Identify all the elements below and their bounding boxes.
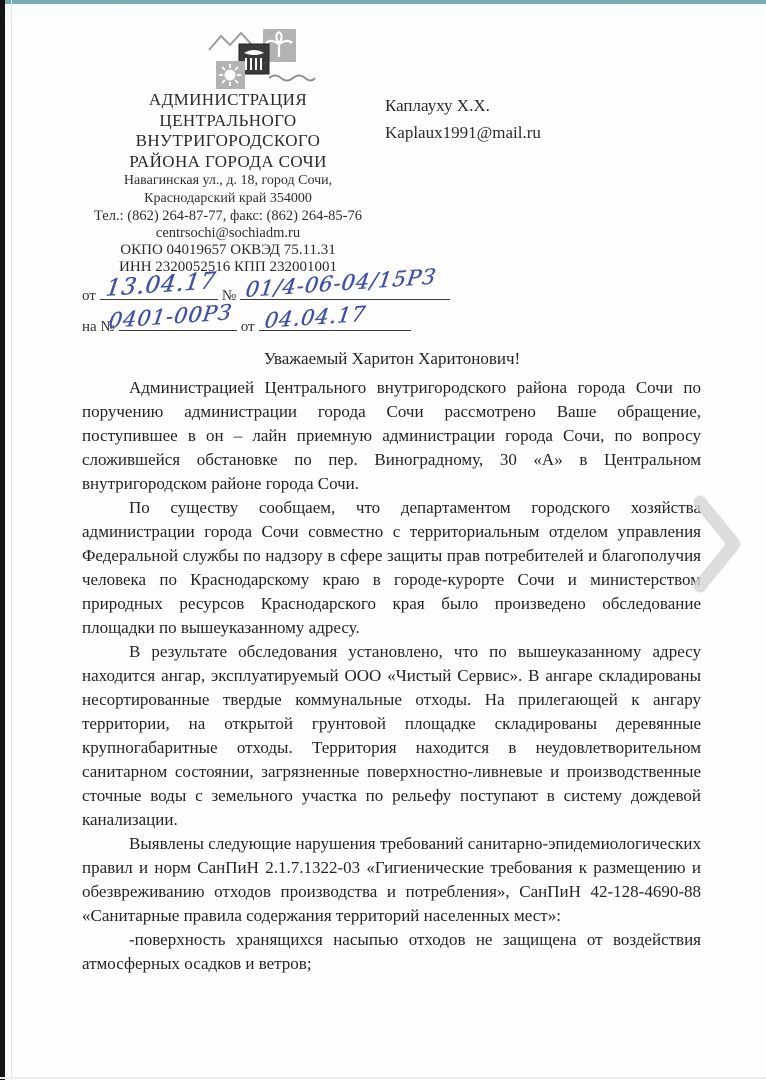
wave-icon — [269, 76, 315, 81]
paragraph: В результате обследования установлено, что по вышеуказанному адресу находится ангар, эксплуатируемый ООО «Чистый Сервис». В ангаре складированы несортированные твердые коммунальные отходы. На прилегающей к ангару территории, на открытой грунтовой площадке складированы деревянные крупногабаритные отходы. Территория находится в неудовлетворительном санитарном состоянии, загрязненные поверхностно-ливневые и производственные сточные воды с земельного участка по рельефу поступают в систему дождевой канализации. — [82, 642, 701, 829]
org-inn-kpp: ИНН 2320052516 КПП 232001001 — [119, 259, 337, 275]
paragraph: По существу сообщаем, что департаментом городского хозяйства администрации города Сочи совместно с территориальным отделом управления Федеральной службы по надзору в сфере защиты прав потребителей и благополучия человека по Краснодарскому краю в городе-курорте Сочи и министерством природных ресурсов Краснодарского края было произведено обследование площадки по вышеуказанному адресу. — [82, 498, 701, 637]
handwritten-incoming-number: 0401-00РЗ — [106, 300, 234, 333]
na-no-label: на № — [82, 319, 115, 335]
paragraph: Выявлены следующие нарушения требований санитарно-эпидемиологических правил и норм СанПиН 2.1.7.1322-03 «Гигиенические требования к размещению и обезвреживанию отходов производства и потребления», СанПиН 42-128-4690-88 «Санитарные правила содержания территорий населенных мест»: — [82, 834, 701, 925]
letterhead — [28, 90, 428, 276]
ot-label: от — [82, 288, 96, 304]
recipient-block — [385, 92, 541, 146]
org-okpo-okved: ОКПО 04019657 ОКВЭД 75.11.31 — [120, 242, 336, 258]
outgoing-number-line — [240, 264, 450, 302]
next-page-chevron-icon[interactable] — [690, 494, 746, 594]
handwritten-date: 13.04.17 — [103, 267, 218, 302]
org-address-line: Краснодарский край 354000 — [144, 190, 312, 206]
emblem-graphic — [203, 26, 321, 94]
org-address-line: Навагинская ул., д. 18, город Сочи, — [123, 173, 333, 188]
top-accent-fade — [0, 4, 766, 22]
org-name-line: ВНУТРИГОРОДСКОГО — [135, 131, 321, 150]
photo-edge-line — [11, 0, 12, 1080]
org-email: centrsochi@sochiadm.ru — [155, 225, 301, 241]
org-name-line: АДМИНИСТРАЦИЯ — [148, 90, 308, 109]
recipient-name: Каплауху Х.Х. — [385, 96, 490, 115]
bottom-edge-line — [0, 1077, 766, 1079]
no-label: № — [221, 288, 237, 304]
salutation: Уважаемый Харитон Харитонович! — [263, 349, 521, 368]
org-phone-fax: Тел.: (862) 264-87-77, факс: (862) 264-85-76 — [94, 208, 362, 224]
letter-body — [82, 376, 701, 976]
incoming-date-line — [259, 301, 411, 333]
left-edge-strip — [0, 0, 5, 1080]
incoming-number-line — [106, 300, 237, 333]
reference-row-incoming — [82, 300, 415, 336]
org-name-line: РАЙОНА ГОРОДА СОЧИ — [129, 151, 327, 171]
recipient-email: Kaplaux1991@mail.ru — [385, 123, 541, 142]
paragraph: -поверхность хранящихся насыпью отходов не защищена от воздействия атмосферных осадков и ветров; — [82, 930, 701, 973]
org-name-line: ЦЕНТРАЛЬНОГО — [159, 110, 297, 130]
paragraph: Администрацией Центрального внутригородского района города Сочи по поручению администрации города Сочи рассмотрено Ваше обращение, поступившее в он – лайн приемную администрации города Сочи, по вопросу сложившейся обстановке по пер. Виноградному, 30 «А» в Центральном внутригородском районе города Сочи. — [82, 378, 701, 493]
sochi-emblem-logo — [203, 26, 321, 94]
ot-date-line — [100, 267, 218, 302]
handwritten-number: 01/4-06-04/15РЗ — [244, 264, 438, 302]
sun-icon — [219, 64, 241, 86]
ot2-label: от — [240, 319, 255, 335]
handwritten-incoming-date: 04.04.17 — [262, 301, 368, 333]
